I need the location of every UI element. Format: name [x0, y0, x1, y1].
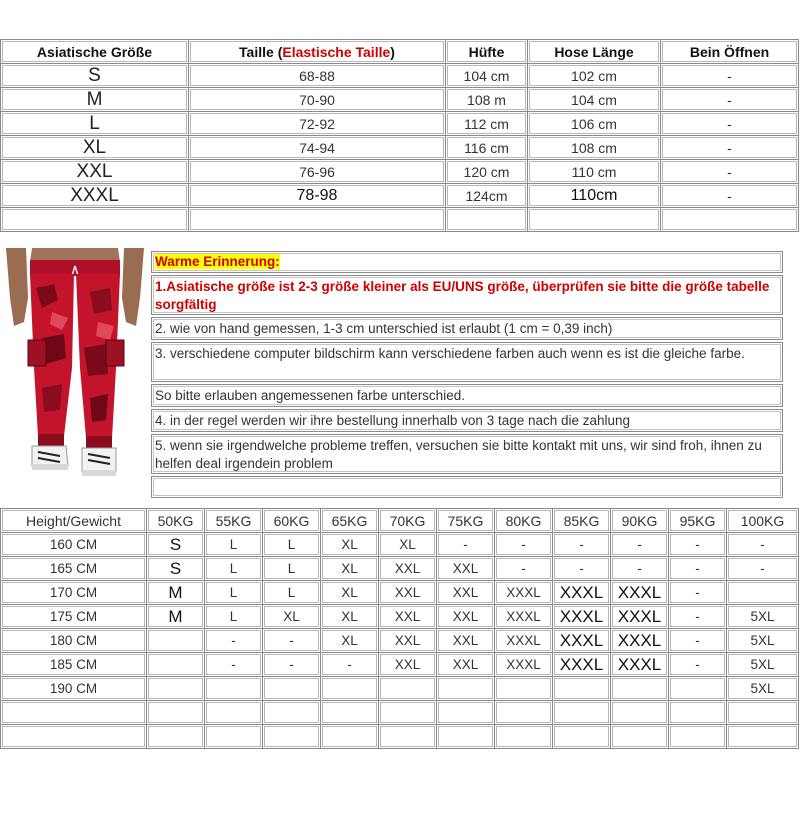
- note-3b: So bitte erlauben angemessenen farbe unterschied.: [151, 384, 783, 407]
- size-cell: L: [1, 112, 189, 136]
- size-recommendation-cell: -: [437, 533, 495, 557]
- size-recommendation-cell: [611, 677, 669, 701]
- size-recommendation-cell: [379, 677, 437, 701]
- size-recommendation-cell: XL: [263, 605, 321, 629]
- size-row: [1, 112, 799, 136]
- size-recommendation-cell: XXL: [437, 581, 495, 605]
- size-recommendation-cell: XXL: [379, 653, 437, 677]
- hw-row: [1, 677, 799, 701]
- size-recommendation-cell: -: [205, 653, 263, 677]
- hw-row: [1, 533, 799, 557]
- size-recommendation-cell: -: [263, 653, 321, 677]
- hip-cell: 108 m: [446, 88, 528, 112]
- size-recommendation-cell: L: [205, 605, 263, 629]
- height-cell: 175 CM: [1, 605, 147, 629]
- size-recommendation-cell: -: [669, 605, 727, 629]
- weight-header: 65KG: [321, 509, 379, 533]
- size-recommendation-cell: XL: [379, 533, 437, 557]
- hw-row-empty: [1, 725, 799, 749]
- size-row: [1, 64, 799, 88]
- waist-cell: 72-92: [189, 112, 446, 136]
- leg-cell: -: [661, 88, 799, 112]
- size-recommendation-cell: -: [669, 533, 727, 557]
- size-recommendation-cell: [147, 653, 205, 677]
- weight-header: 50KG: [147, 509, 205, 533]
- hip-cell: 120 cm: [446, 160, 528, 184]
- size-row: [1, 184, 799, 208]
- height-cell: 170 CM: [1, 581, 147, 605]
- length-cell: 106 cm: [528, 112, 661, 136]
- size-recommendation-cell: -: [205, 629, 263, 653]
- note-title: Warme Erinnerung:: [151, 251, 783, 273]
- size-recommendation-cell: XXXL: [495, 629, 553, 653]
- leg-cell: -: [661, 160, 799, 184]
- length-cell: 110cm: [528, 184, 661, 208]
- hw-row: [1, 581, 799, 605]
- size-recommendation-cell: [321, 677, 379, 701]
- size-recommendation-cell: XXXL: [495, 653, 553, 677]
- size-recommendation-cell: [495, 677, 553, 701]
- hw-corner: Height/Gewicht: [1, 509, 147, 533]
- hw-row-empty: [1, 701, 799, 725]
- size-recommendation-cell: [147, 677, 205, 701]
- size-recommendation-cell: [147, 629, 205, 653]
- size-recommendation-cell: [263, 677, 321, 701]
- size-recommendation-cell: M: [147, 581, 205, 605]
- size-recommendation-cell: -: [553, 557, 611, 581]
- size-recommendation-cell: -: [495, 533, 553, 557]
- weight-header: 95KG: [669, 509, 727, 533]
- height-cell: 185 CM: [1, 653, 147, 677]
- weight-header: 100KG: [727, 509, 799, 533]
- size-recommendation-cell: -: [553, 533, 611, 557]
- waist-cell: 70-90: [189, 88, 446, 112]
- hw-body: [1, 533, 799, 701]
- size-recommendation-cell: -: [263, 629, 321, 653]
- size-table: [0, 39, 799, 232]
- height-weight-table: [0, 508, 799, 749]
- waist-cell: 68-88: [189, 64, 446, 88]
- size-recommendation-cell: [553, 677, 611, 701]
- size-recommendation-cell: XXL: [437, 653, 495, 677]
- size-recommendation-cell: L: [205, 581, 263, 605]
- size-recommendation-cell: L: [205, 557, 263, 581]
- size-recommendation-cell: 5XL: [727, 629, 799, 653]
- height-cell: 180 CM: [1, 629, 147, 653]
- size-recommendation-cell: -: [611, 533, 669, 557]
- header-leg: Bein Öffnen: [661, 40, 799, 64]
- size-recommendation-cell: -: [611, 557, 669, 581]
- header-size: Asiatische Größe: [1, 40, 189, 64]
- hw-row: [1, 605, 799, 629]
- weight-header: 75KG: [437, 509, 495, 533]
- size-row: [1, 88, 799, 112]
- size-recommendation-cell: L: [263, 581, 321, 605]
- size-recommendation-cell: 5XL: [727, 677, 799, 701]
- height-cell: 190 CM: [1, 677, 147, 701]
- size-recommendation-cell: -: [495, 557, 553, 581]
- size-recommendation-cell: [205, 677, 263, 701]
- hip-cell: 104 cm: [446, 64, 528, 88]
- size-recommendation-cell: [727, 581, 799, 605]
- size-recommendation-cell: XL: [321, 629, 379, 653]
- size-recommendation-cell: XXL: [379, 605, 437, 629]
- size-recommendation-cell: -: [727, 557, 799, 581]
- hw-row: [1, 557, 799, 581]
- note-5: 5. wenn sie irgendwelche probleme treffen, versuchen sie bitte kontakt mit uns, wir sind froh, ihnen zu helfen deal irgendein problem: [151, 434, 783, 474]
- size-recommendation-cell: 5XL: [727, 653, 799, 677]
- size-recommendation-cell: XXXL: [611, 629, 669, 653]
- size-recommendation-cell: XXL: [379, 557, 437, 581]
- size-recommendation-cell: XXL: [437, 629, 495, 653]
- size-recommendation-cell: 5XL: [727, 605, 799, 629]
- size-recommendation-cell: [669, 677, 727, 701]
- size-recommendation-cell: XL: [321, 581, 379, 605]
- size-recommendation-cell: XXXL: [495, 581, 553, 605]
- note-1: 1.Asiatische größe ist 2-3 größe kleiner als EU/UNS größe, überprüfen sie bitte die größe tabelle sorgfältig: [151, 275, 783, 315]
- leg-cell: -: [661, 136, 799, 160]
- length-cell: 102 cm: [528, 64, 661, 88]
- size-cell: XL: [1, 136, 189, 160]
- waist-cell: 78-98: [189, 184, 446, 208]
- size-recommendation-cell: S: [147, 557, 205, 581]
- note-2: 2. wie von hand gemessen, 1-3 cm unterschied ist erlaubt (1 cm = 0,39 inch): [151, 317, 783, 340]
- length-cell: 110 cm: [528, 160, 661, 184]
- weight-header: 55KG: [205, 509, 263, 533]
- hip-cell: 112 cm: [446, 112, 528, 136]
- size-recommendation-cell: -: [669, 629, 727, 653]
- header-hip: Hüfte: [446, 40, 528, 64]
- size-cell: S: [1, 64, 189, 88]
- height-cell: 165 CM: [1, 557, 147, 581]
- hw-header-row: [1, 509, 799, 533]
- size-recommendation-cell: XL: [321, 557, 379, 581]
- size-recommendation-cell: XXXL: [553, 581, 611, 605]
- size-recommendation-cell: XXL: [437, 557, 495, 581]
- hw-row: [1, 629, 799, 653]
- weight-header: 85KG: [553, 509, 611, 533]
- size-recommendation-cell: XXXL: [495, 605, 553, 629]
- hip-cell: 124cm: [446, 184, 528, 208]
- size-recommendation-cell: -: [727, 533, 799, 557]
- leg-cell: -: [661, 184, 799, 208]
- size-table-header: [1, 40, 799, 64]
- size-recommendation-cell: -: [669, 581, 727, 605]
- note-empty: [151, 476, 783, 498]
- size-cell: XXL: [1, 160, 189, 184]
- hw-row: [1, 653, 799, 677]
- size-recommendation-cell: XXL: [437, 605, 495, 629]
- size-recommendation-cell: XXXL: [611, 581, 669, 605]
- height-cell: 160 CM: [1, 533, 147, 557]
- size-row: [1, 160, 799, 184]
- size-recommendation-cell: XXL: [379, 581, 437, 605]
- header-length: Hose Länge: [528, 40, 661, 64]
- size-recommendation-cell: XL: [321, 605, 379, 629]
- size-recommendation-cell: -: [321, 653, 379, 677]
- header-waist: Taille (Elastische Taille): [189, 40, 446, 64]
- hip-cell: 116 cm: [446, 136, 528, 160]
- note-3: 3. verschiedene computer bildschirm kann verschiedene farben auch wenn es ist die gleiche farbe.: [151, 342, 783, 382]
- waist-cell: 74-94: [189, 136, 446, 160]
- weight-header: 90KG: [611, 509, 669, 533]
- size-recommendation-cell: XXXL: [553, 605, 611, 629]
- leg-cell: -: [661, 112, 799, 136]
- size-recommendation-cell: S: [147, 533, 205, 557]
- size-recommendation-cell: XXXL: [611, 605, 669, 629]
- size-cell: XXXL: [1, 184, 189, 208]
- size-recommendation-cell: XXXL: [611, 653, 669, 677]
- size-recommendation-cell: L: [263, 557, 321, 581]
- weight-header: 80KG: [495, 509, 553, 533]
- note-4: 4. in der regel werden wir ihre bestellung innerhalb von 3 tage nach die zahlung: [151, 409, 783, 432]
- size-recommendation-cell: M: [147, 605, 205, 629]
- size-recommendation-cell: [437, 677, 495, 701]
- size-recommendation-cell: L: [205, 533, 263, 557]
- size-row: [1, 136, 799, 160]
- size-recommendation-cell: -: [669, 557, 727, 581]
- waist-cell: 76-96: [189, 160, 446, 184]
- size-recommendation-cell: XXXL: [553, 653, 611, 677]
- weight-header: 60KG: [263, 509, 321, 533]
- size-recommendation-cell: XXXL: [553, 629, 611, 653]
- size-recommendation-cell: L: [263, 533, 321, 557]
- length-cell: 108 cm: [528, 136, 661, 160]
- size-recommendation-cell: XL: [321, 533, 379, 557]
- product-photo: [2, 248, 148, 496]
- size-recommendation-cell: XXL: [379, 629, 437, 653]
- size-recommendation-cell: -: [669, 653, 727, 677]
- leg-cell: -: [661, 64, 799, 88]
- length-cell: 104 cm: [528, 88, 661, 112]
- size-row-empty: [1, 208, 799, 232]
- size-cell: M: [1, 88, 189, 112]
- weight-header: 70KG: [379, 509, 437, 533]
- header-waist-elastic: Elastische Taille: [282, 43, 391, 60]
